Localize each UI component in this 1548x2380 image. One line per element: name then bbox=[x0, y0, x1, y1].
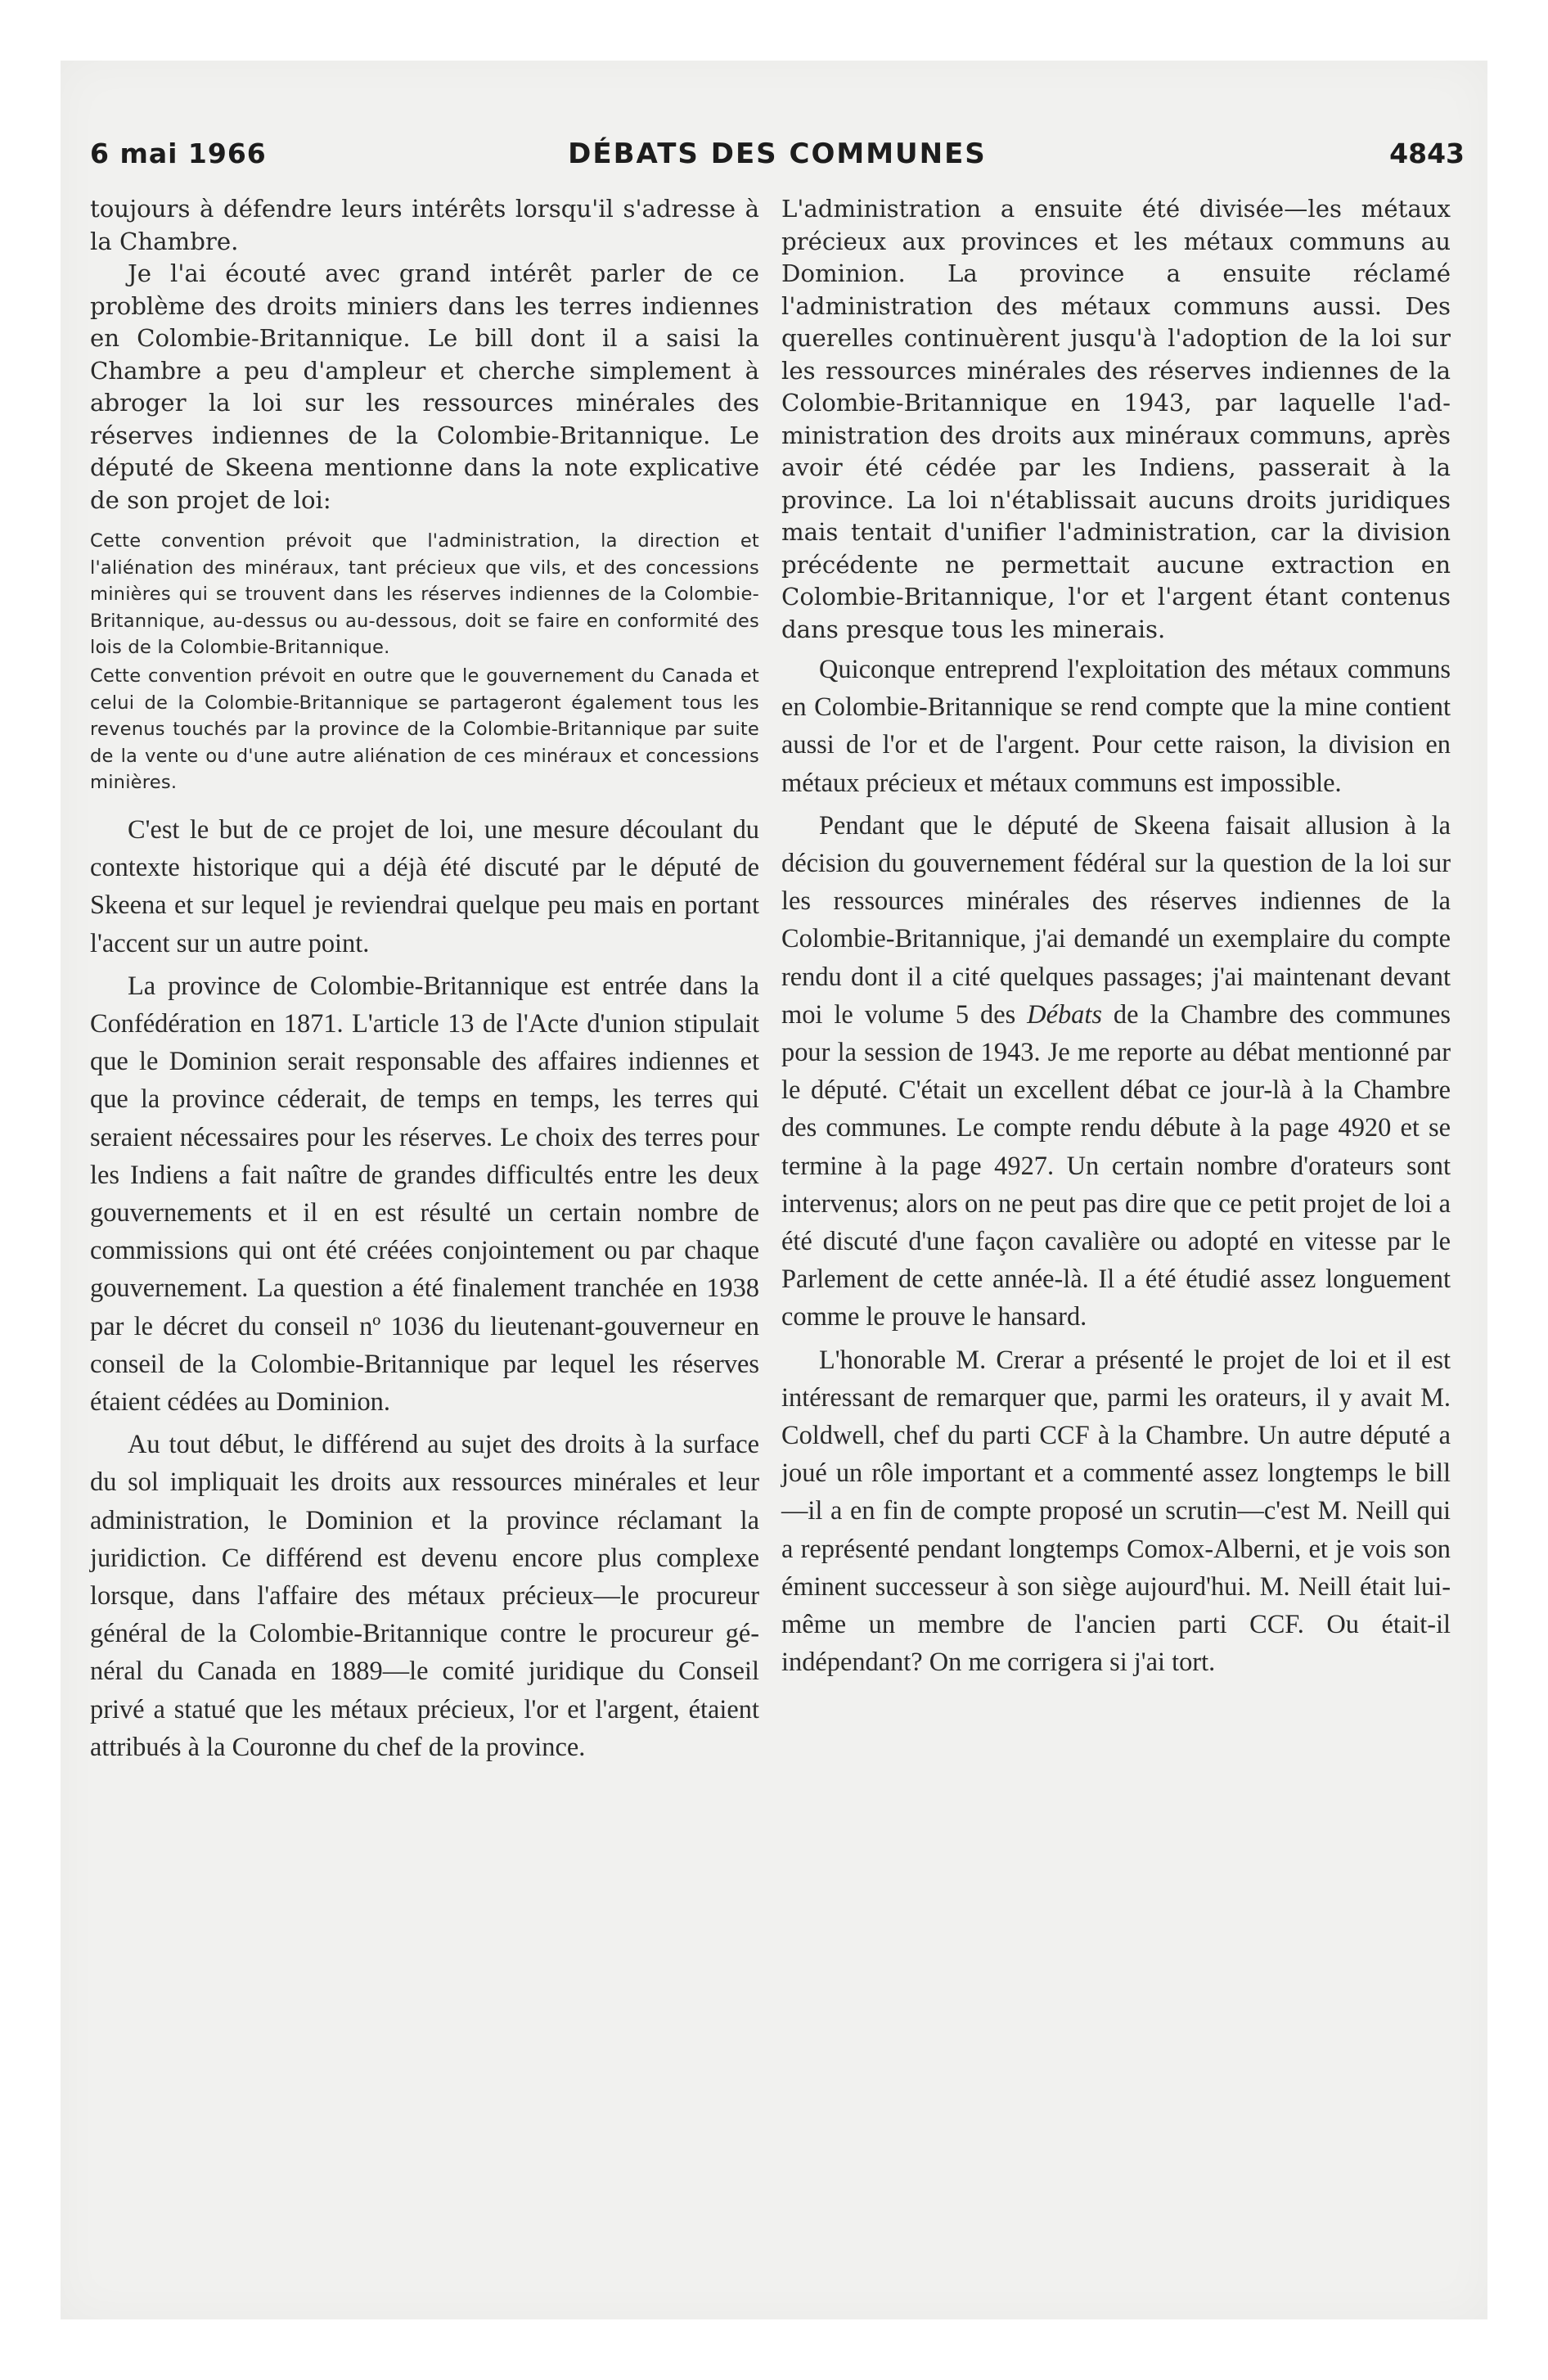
right-column bbox=[781, 193, 1451, 1681]
paragraph: Je l'ai écouté avec grand intérêt parler de ce problème des droits miniers dans les terres indiennes en Colombie-Britannique. Le bill dont il a saisi la Chambre a peu d'ampleur et cherche simplement à abroger la loi sur les ressources minérales des réserves indiennes de la Colombie-Britannique. Le député de Skeena mentionne dans la note explicative de son projet de loi: bbox=[90, 259, 759, 514]
page-header bbox=[90, 137, 1465, 170]
italic-title: Débats bbox=[1027, 999, 1102, 1030]
paragraph bbox=[781, 807, 1451, 1336]
paragraph: C'est le but de ce projet de loi, une mesure découlant du contexte historique qui a déjà été discuté par le député de Skeena et sur lequel je reviendrai quelque peu mais en portant l'accent sur un autre point. bbox=[90, 814, 759, 958]
header-date: 6 mai 1966 bbox=[90, 137, 267, 169]
paragraph: Quiconque entreprend l'exploitation des métaux communs en Colombie-Britannique se rend compte que la mine contient aussi de l'or et de l'argent. Pour cette raison, la division en métaux précieux et métaux communs est impossible. bbox=[781, 655, 1451, 798]
quoted-paragraph: Cette convention prévoit en outre que le gouvernement du Canada et celui de la Colombie-Britannique se partageront également tous les revenus touchés par la province de la Colombie-Britannique par suite de la vente ou d'une autre aliénation de ces minéraux et concessions minières. bbox=[90, 665, 759, 794]
paragraph-text: de la Chambre des communes pour la session de 1943. Je me reporte au débat mentionné par le député. C'était un excellent débat ce jour-là à la Chambre des communes. Le compte rendu débute à la page 4920 et se termine à la page 4927. Un certain nombre d'orateurs sont intervenus; alors on ne peut pas dire que ce petit projet de loi a été discuté d'une façon cavalière ou adopté en vitesse par le Parlement de cette année-là. Il a été étudié assez longuement comme le prouve le hansard. bbox=[781, 999, 1451, 1332]
header-title: DÉBATS DES COMMUNES bbox=[568, 137, 987, 170]
quoted-paragraph: Cette convention prévoit que l'administration, la direction et l'aliénation des minéraux, tant précieux que vils, et des concessions minières qui se trouvent dans les réserves indiennes de la Colombie-Britannique, au-dessus ou au-dessous, doit se faire en conformité des lois de la Colombie-Britannique. bbox=[90, 530, 759, 659]
paragraph: La province de Colombie-Britannique est entrée dans la Confédération en 1871. L'article 13 de l'Acte d'union stipulait que le Dominion serait responsable des affaires indiennes et que la province céderait, de temps en temps, les terres qui seraient nécessaires pour les réserves. Le choix des terres pour les Indiens a fait naître de grandes difficultés entre les deux gouvernements et il en est résulté un certain nombre de commissions qui ont été créées conjointement ou par chaque gouvernement. La question a été finalement tranchée en 1938 par le décret du conseil nº 1036 du lieutenant-gouverneur en conseil de la Colombie-Britannique par lequel les réserves étaient cédées au Dominion. bbox=[90, 971, 759, 1417]
left-column bbox=[90, 193, 759, 1766]
paragraph: L'administration a ensuite été divisée—les métaux précieux aux provinces et les métaux communs au Dominion. La province a ensuite réclamé l'administration des métaux communs aussi. Des querelles continuèrent jusqu'à l'adoption de la loi sur les ressources minérales des réserves indiennes de la Colombie-Britannique en 1943, par laquelle l'administration des droits aux minéraux communs, après avoir été cédée par les Indiens, passerait à la province. La loi n'établissait aucuns droits juridiques mais tentait d'unifier l'administration, car la division précédente ne permettait aucune extraction en Colombie-Britannique, l'or et l'argent étant contenus dans presque tous les minerais. bbox=[781, 195, 1451, 643]
paragraph-text: Pendant que le député de Skeena faisait allusion à la décision du gouvernement fédéral sur la question de la loi sur les ressources minérales des réserves indiennes de la Colombie-Britannique, j'ai demandé un exemplaire du compte rendu dont il a cité quelques passages; j'ai maintenant devant moi le volume 5 des bbox=[781, 810, 1451, 1030]
paragraph: Au tout début, le différend au sujet des droits à la surface du sol impliquait les droits aux ressources minérales et leur administration, le Dominion et la province réclamant la juridiction. Ce différend est devenu encore plus complexe lorsque, dans l'affaire des métaux précieux—le procureur général de la Colombie-Britannique contre le procureur général du Canada en 1889—le comité juridique du Conseil privé a statué que les métaux précieux, l'or et l'argent, étaient attribués à la Couronne du chef de la province. bbox=[90, 1430, 759, 1762]
paragraph: L'honorable M. Crerar a présenté le projet de loi et il est intéressant de remarquer que, parmi les orateurs, il y avait M. Coldwell, chef du parti CCF à la Chambre. Un autre député a joué un rôle important et a commenté assez longtemps le bill—il a en fin de compte proposé un scrutin—c'est M. Neill qui a représenté pendant longtemps Comox-Alberni, et je vois son éminent successeur à son siège aujourd'hui. M. Neill était lui-même un membre de l'ancien parti CCF. Ou était-il indépendant? On me corrigera si j'ai tort. bbox=[781, 1345, 1451, 1678]
page-number: 4843 bbox=[1389, 137, 1465, 169]
paragraph: toujours à défendre leurs intérêts lorsqu'il s'adresse à la Chambre. bbox=[90, 195, 759, 255]
